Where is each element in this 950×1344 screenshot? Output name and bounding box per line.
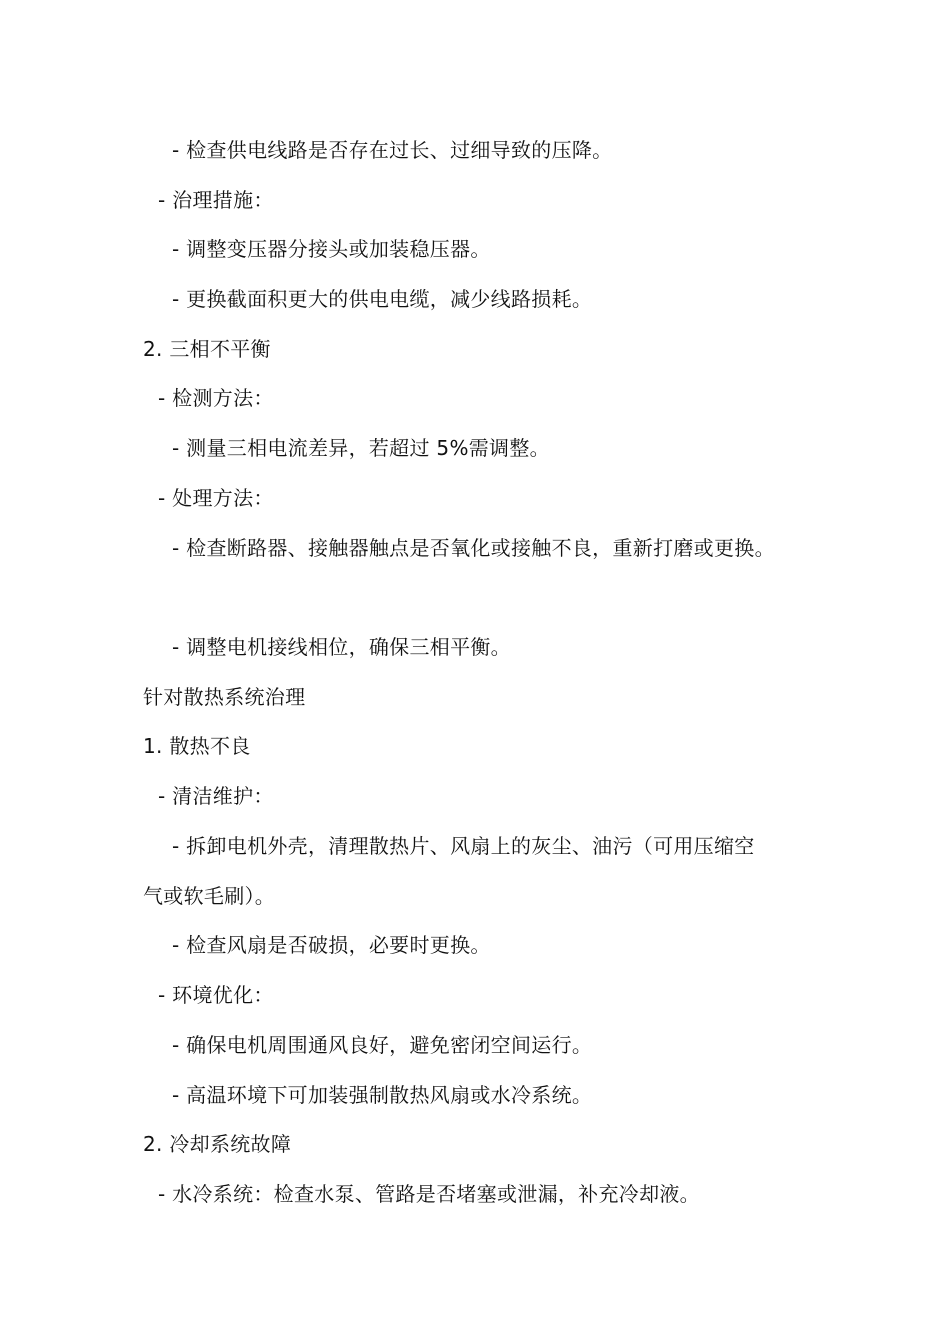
text-line: - 确保电机周围通风良好，避免密闭空间运行。 [172,1033,593,1057]
text-line: - 调整变压器分接头或加装稳压器。 [172,237,491,261]
section-heading: 2. 冷却系统故障 [143,1132,292,1156]
section-heading: 2. 三相不平衡 [143,337,271,361]
section-heading: 针对散热系统治理 [143,685,306,709]
text-line: - 检查风扇是否破损，必要时更换。 [172,933,491,957]
text-line: - 拆卸电机外壳，清理散热片、风扇上的灰尘、油污（可用压缩空 [172,834,755,858]
text-line: - 清洁维护： [158,784,274,808]
text-line: 气或软毛刷）。 [143,884,276,908]
text-line: - 检查供电线路是否存在过长、过细导致的压降。 [172,138,613,162]
text-line: - 检查断路器、接触器触点是否氧化或接触不良，重新打磨或更换。 [172,536,775,560]
text-line: - 处理方法： [158,486,274,510]
text-line: - 水冷系统：检查水泵、管路是否堵塞或泄漏，补充冷却液。 [158,1182,700,1206]
text-line: - 测量三相电流差异，若超过 5%需调整。 [172,436,550,460]
text-line: - 高温环境下可加装强制散热风扇或水冷系统。 [172,1083,593,1107]
text-line: - 调整电机接线相位，确保三相平衡。 [172,635,511,659]
text-line: - 检测方法： [158,386,274,410]
text-line: - 环境优化： [158,983,274,1007]
text-line: - 更换截面积更大的供电电缆，减少线路损耗。 [172,287,593,311]
section-heading: 1. 散热不良 [143,734,251,758]
text-line: - 治理措施： [158,188,274,212]
